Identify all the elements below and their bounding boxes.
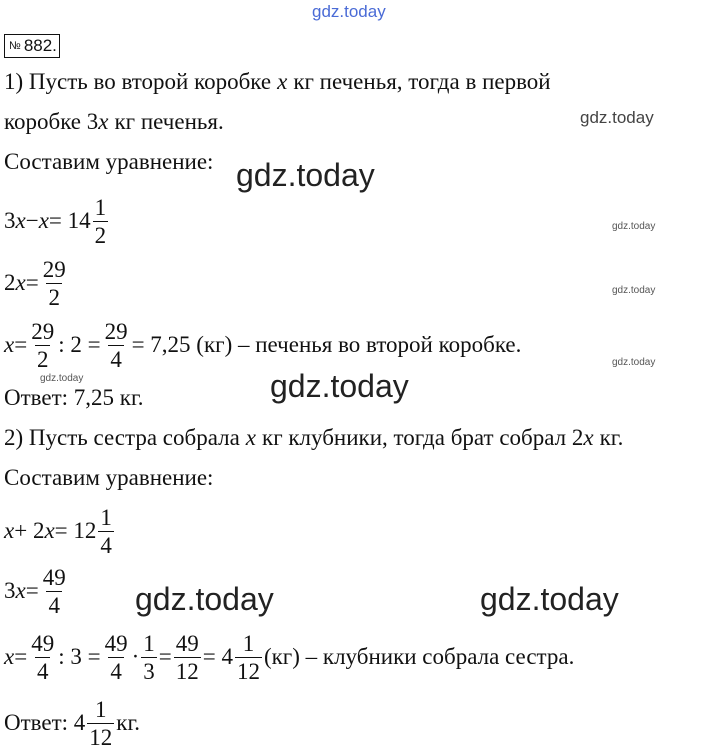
part1-line2 — [4, 108, 224, 136]
watermark-small-3: gdz.today — [612, 357, 656, 368]
fraction — [93, 196, 109, 247]
fraction — [41, 566, 68, 617]
part1-compose — [4, 148, 213, 176]
fraction — [29, 320, 56, 371]
fraction — [235, 632, 262, 683]
part2-compose-text: Составим уравнение: — [4, 465, 214, 490]
numerator: 49 — [42, 564, 66, 590]
part1-intro-b: кг печенья, тогда в первой — [293, 69, 551, 94]
part2-equation-1 — [4, 504, 116, 558]
denominator: 4 — [48, 592, 60, 618]
watermark-big-4: gdz.today — [480, 581, 619, 617]
result-text: (кг) – клубники собрала сестра. — [263, 644, 575, 669]
numerator: 1 — [143, 630, 155, 656]
result-text: = 7,25 (кг) – печенья во второй коробке. — [131, 332, 522, 357]
fraction — [103, 632, 130, 683]
fraction — [141, 632, 157, 683]
part1-equation-3 — [4, 318, 522, 372]
answer-prefix: Ответ: 4 — [4, 710, 86, 735]
part1-line2-b: кг печенья. — [114, 109, 224, 134]
denominator: 4 — [100, 532, 112, 558]
answer-unit: кг. — [116, 710, 141, 735]
fraction — [98, 506, 114, 557]
numerator: 49 — [31, 630, 55, 656]
op-minus: − — [25, 208, 39, 233]
denominator: 12 — [236, 658, 260, 684]
part2-equation-3 — [4, 632, 574, 682]
var-x: x — [98, 109, 109, 134]
var-x: x — [15, 578, 26, 603]
denominator: 12 — [175, 658, 199, 684]
numerator: 29 — [42, 256, 66, 282]
rhs: = 14 — [48, 208, 91, 233]
watermark-small-1: gdz.today — [612, 221, 656, 232]
op-equals: = — [25, 270, 39, 295]
numerator: 1 — [242, 630, 255, 656]
denominator: 2 — [94, 222, 107, 248]
var-x: x — [277, 69, 288, 94]
var-x: x — [38, 208, 49, 233]
denominator: 12 — [89, 724, 113, 750]
op-divide: : 2 = — [58, 332, 101, 357]
part1-equation-1 — [4, 194, 110, 248]
numerator: 49 — [104, 630, 128, 656]
op-equals: = — [158, 644, 172, 669]
part2-answer — [4, 698, 140, 748]
var-x: x — [245, 425, 257, 450]
var-x: x — [4, 518, 15, 543]
watermark-right-1: gdz.today — [580, 108, 654, 127]
op-equals: = — [14, 332, 28, 357]
var-x: x — [15, 270, 26, 295]
part1-answer — [4, 384, 144, 412]
part1-intro-line — [4, 68, 551, 96]
coef: 2 — [4, 270, 16, 295]
op-multiply: · — [131, 644, 140, 669]
var-x: x — [44, 518, 55, 543]
fraction — [41, 258, 68, 309]
watermark-small-4: gdz.today — [40, 373, 84, 384]
number-sign: № — [9, 40, 21, 52]
var-x: x — [583, 425, 594, 450]
op-equals: = — [25, 578, 39, 603]
fraction — [103, 320, 130, 371]
fraction — [174, 632, 201, 683]
numerator: 49 — [175, 630, 199, 656]
op-equals: = — [14, 644, 28, 669]
numerator: 1 — [100, 504, 112, 530]
fraction — [87, 698, 114, 749]
part1-line2-a: коробке 3 — [4, 109, 99, 134]
part1-intro-a: 1) Пусть во второй коробке — [4, 69, 272, 94]
part2-intro-line — [4, 424, 623, 452]
problem-number-badge — [4, 34, 60, 58]
part2-intro-c: кг. — [599, 425, 624, 450]
watermark-big-3: gdz.today — [135, 581, 274, 617]
part2-intro-b: кг клубники, тогда брат собрал 2 — [262, 425, 584, 450]
var-x: x — [15, 208, 26, 233]
denominator: 4 — [110, 658, 122, 684]
var-x: x — [4, 332, 15, 357]
part1-compose-text: Составим уравнение: — [4, 149, 214, 174]
op-divide: : 3 = — [58, 644, 101, 669]
numerator: 1 — [95, 696, 107, 722]
part2-intro-a: 2) Пусть сестра собрала — [4, 425, 240, 450]
coef: 3 — [4, 578, 16, 603]
coef: 3 — [4, 208, 16, 233]
denominator: 2 — [36, 346, 49, 372]
denominator: 4 — [36, 658, 49, 684]
numerator: 1 — [94, 194, 107, 220]
part1-answer-text: Ответ: 7,25 кг. — [4, 385, 144, 410]
denominator: 2 — [48, 284, 60, 310]
mixed-whole: = 4 — [202, 644, 233, 669]
part1-equation-2 — [4, 256, 70, 310]
var-x: x — [4, 644, 15, 669]
rhs: = 12 — [54, 518, 97, 543]
op-plus: + 2 — [14, 518, 45, 543]
part2-equation-2 — [4, 564, 70, 618]
denominator: 3 — [143, 658, 155, 684]
watermark-big-2: gdz.today — [270, 368, 409, 404]
part2-compose — [4, 464, 213, 492]
problem-number: 882. — [23, 36, 57, 55]
watermark-big-1: gdz.today — [236, 157, 375, 193]
denominator: 4 — [110, 346, 122, 372]
numerator: 29 — [104, 318, 128, 344]
watermark-top: gdz.today — [312, 2, 386, 21]
fraction — [29, 632, 56, 683]
numerator: 29 — [31, 318, 55, 344]
watermark-small-2: gdz.today — [612, 285, 656, 296]
